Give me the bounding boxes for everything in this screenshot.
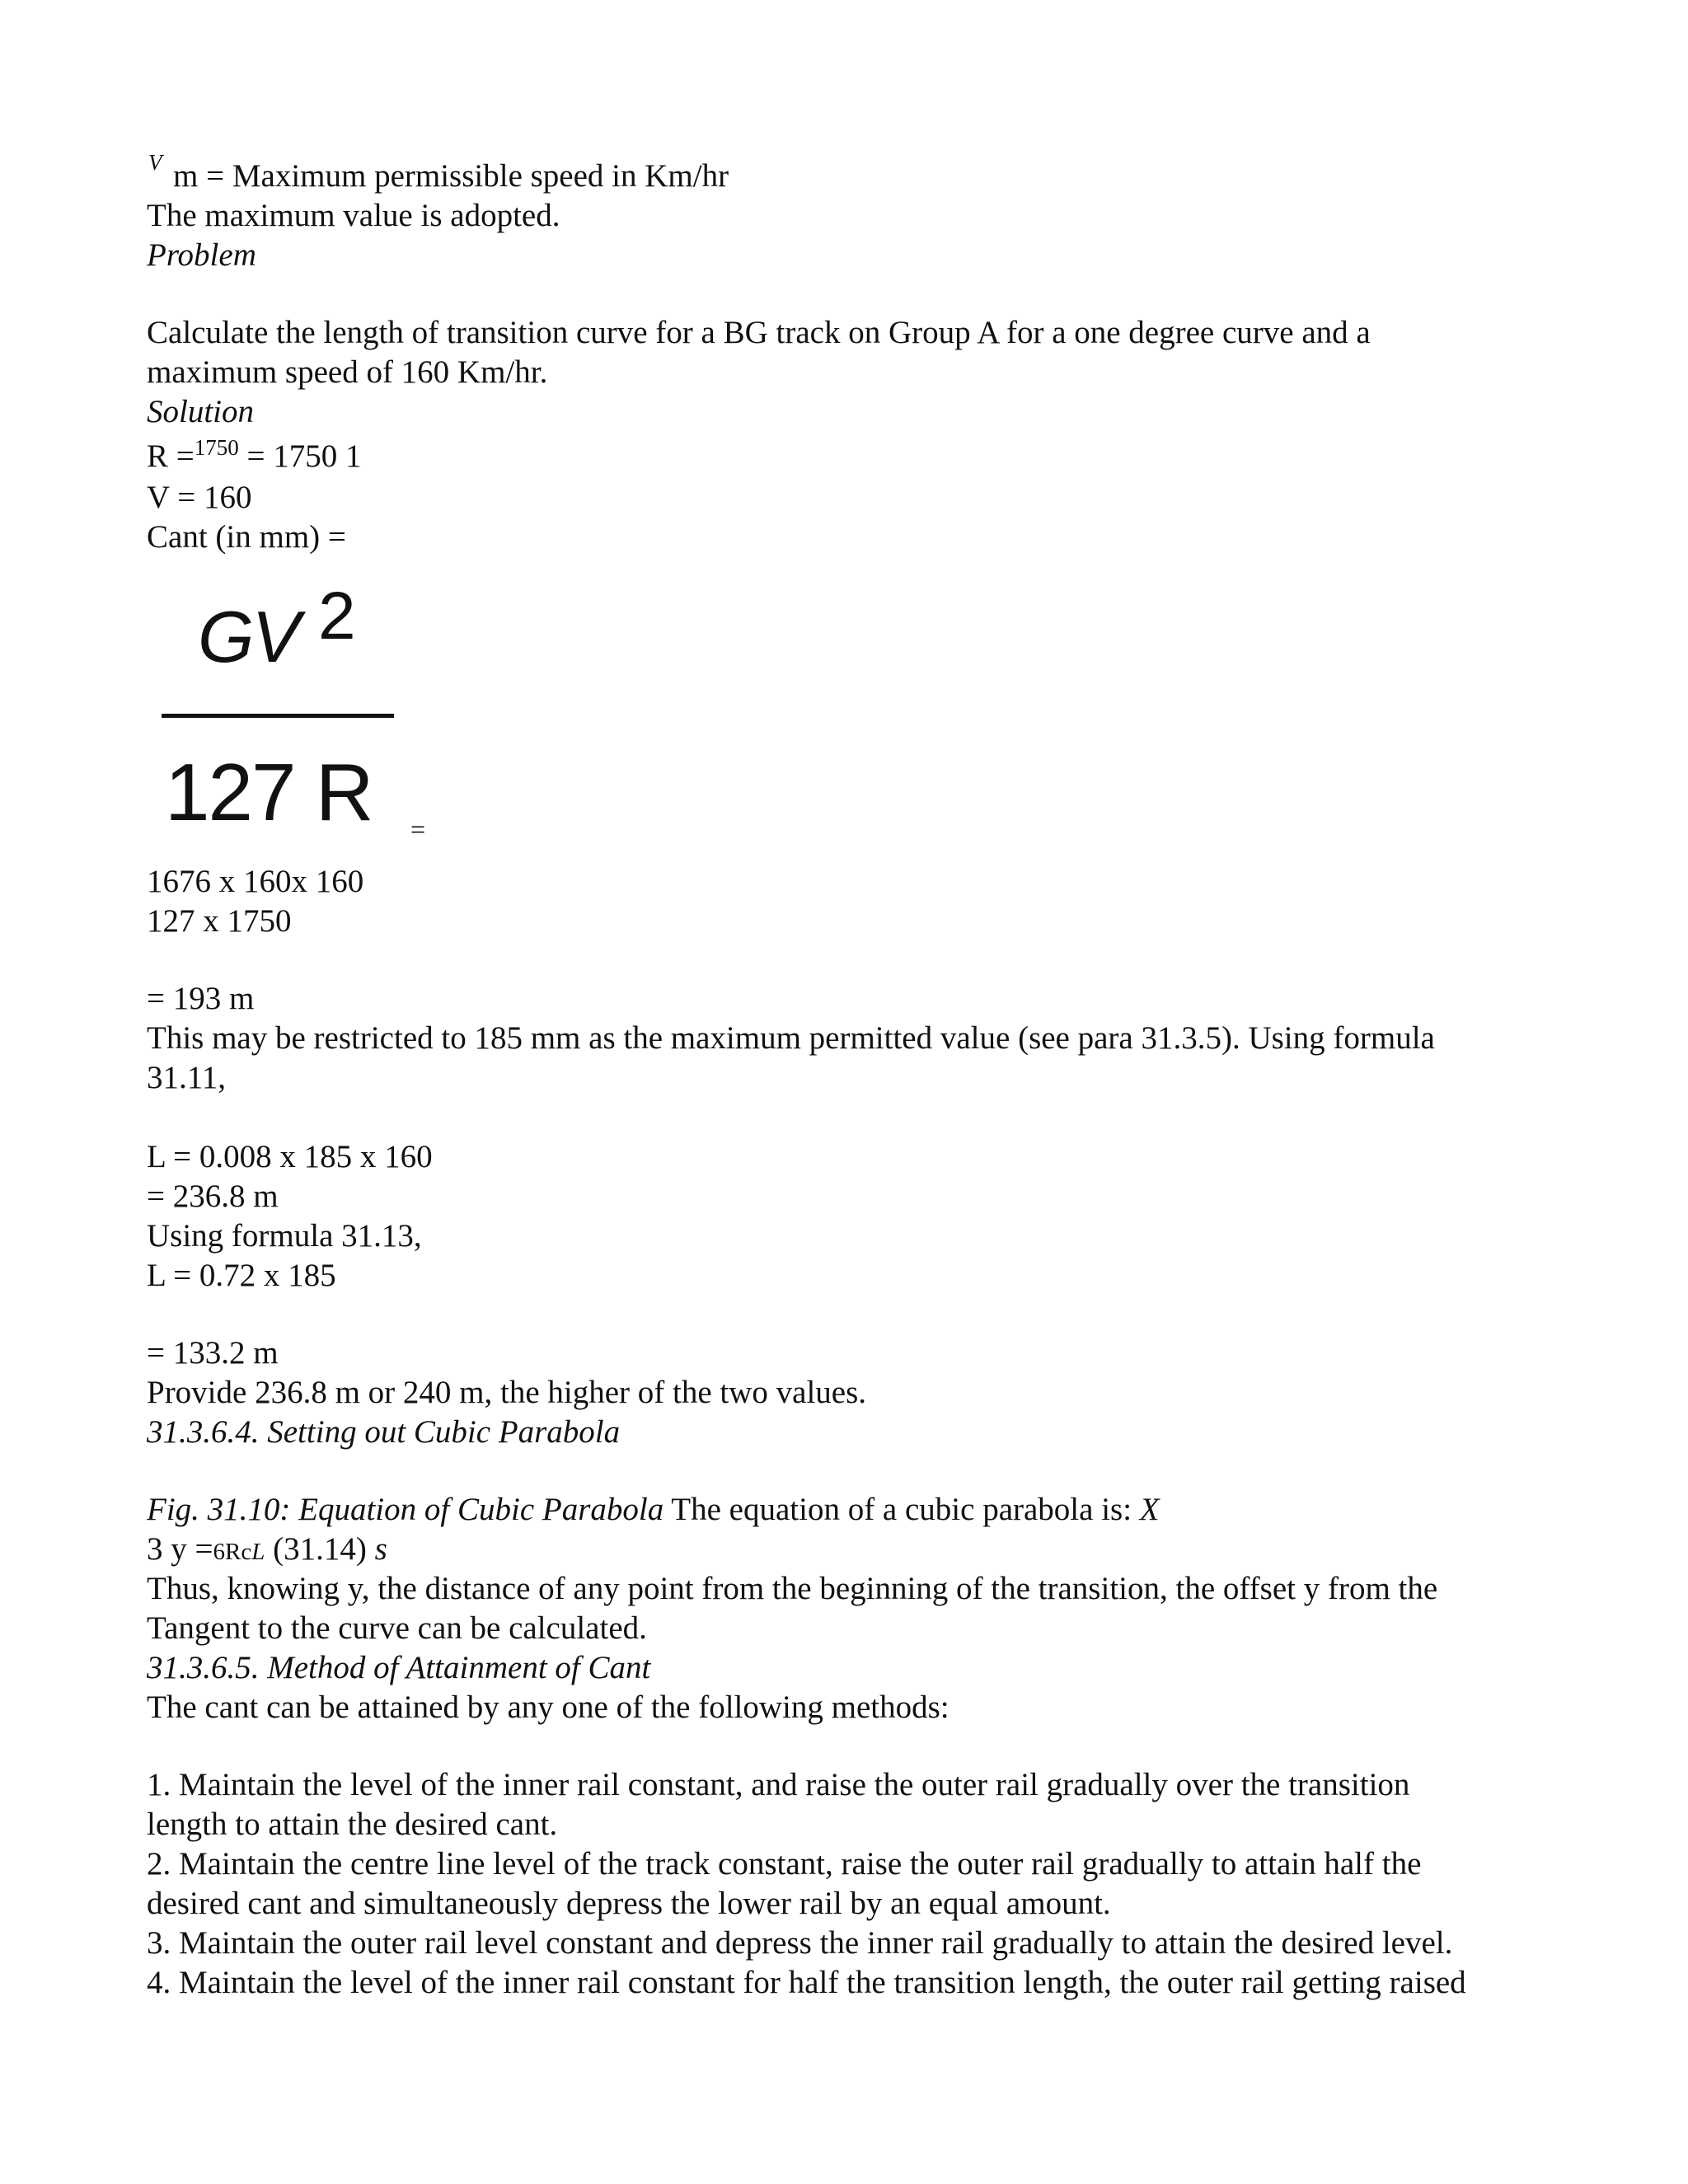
cubic-parabola-intro: The equation of a cubic parabola is: [663, 1492, 1140, 1527]
equation-denominator: 6Rc [213, 1539, 252, 1565]
section-31365-heading: 31.3.6.5. Method of Attainment of Cant [147, 1650, 651, 1685]
cant-result: = 193 m [147, 981, 255, 1016]
method-1-line-1: 1. Maintain the level of the inner rail constant, and raise the outer rail gradually over the transition [147, 1767, 1410, 1802]
formula-numerator: GV [198, 596, 298, 677]
cant-methods-intro: The cant can be attained by any one of the following methods: [147, 1690, 950, 1725]
figure-caption-line [147, 1490, 1160, 1530]
restriction-line-1: This may be restricted to 185 mm as the maximum permitted value (see para 31.3.5). Using formula [147, 1020, 1435, 1056]
solution-heading: Solution [147, 394, 255, 429]
max-value-adopted: The maximum value is adopted. [147, 198, 560, 233]
velocity-line: V = 160 [147, 480, 252, 515]
offset-text-line-2: Tangent to the curve can be calculated. [147, 1610, 647, 1646]
method-2-line-1: 2. Maintain the centre line level of the track constant, raise the outer rail gradually to attain half the [147, 1846, 1422, 1882]
length-formula-2: L = 0.72 x 185 [147, 1258, 336, 1293]
length-formula-1: L = 0.008 x 185 x 160 [147, 1139, 433, 1174]
formula-equals: = [410, 814, 426, 844]
figure-caption: Fig. 31.10: Equation of Cubic Parabola [147, 1492, 664, 1527]
formula-exponent: 2 [318, 579, 356, 654]
formula-fraction-bar [162, 714, 394, 718]
radius-result: = 1750 1 [246, 438, 362, 474]
equation-l: L [251, 1539, 265, 1565]
method-1-line-2: length to attain the desired cant. [147, 1807, 558, 1842]
vm-definition: m = Maximum permissible speed in Km/hr [173, 158, 729, 194]
method-4: 4. Maintain the level of the inner rail constant for half the transition length, the outer rail getting raised [147, 1965, 1466, 2000]
length-result-2: = 133.2 m [147, 1335, 279, 1371]
cant-denominator: 127 x 1750 [147, 903, 292, 939]
problem-heading: Problem [147, 237, 256, 273]
radius-line [147, 437, 362, 476]
length-result-1: = 236.8 m [147, 1179, 279, 1214]
equation-s: s [374, 1531, 387, 1567]
offset-text-line-1: Thus, knowing y, the distance of any point from the beginning of the transition, the offset y from the [147, 1571, 1438, 1606]
cant-formula-image [157, 579, 429, 872]
cubic-parabola-equation [147, 1530, 387, 1572]
vm-symbol-v: V [148, 150, 162, 175]
method-2-line-2: desired cant and simultaneously depress the lower rail by an equal amount. [147, 1886, 1111, 1921]
section-31364-heading: 31.3.6.4. Setting out Cubic Parabola [147, 1414, 621, 1450]
equation-lead: 3 y = [147, 1531, 213, 1567]
method-3: 3. Maintain the outer rail level constant and depress the inner rail gradually to attain the desired level. [147, 1925, 1453, 1961]
provide-line: Provide 236.8 m or 240 m, the higher of the two values. [147, 1375, 867, 1410]
formula-denominator: 127 R [165, 747, 373, 837]
cant-line: Cant (in mm) = [147, 519, 346, 555]
radius-lead: R = [147, 438, 195, 474]
equation-variable-x: X [1139, 1492, 1160, 1527]
radius-superscript: 1750 [194, 435, 239, 460]
equation-number: (31.14) [265, 1531, 375, 1567]
using-formula-3113: Using formula 31.13, [147, 1218, 422, 1254]
cant-numerator: 1676 x 160x 160 [147, 864, 364, 899]
problem-text-line-2: maximum speed of 160 Km/hr. [147, 354, 548, 390]
restriction-line-2: 31.11, [147, 1060, 227, 1095]
problem-text-line-1: Calculate the length of transition curve for a BG track on Group A for a one degree curve and a [147, 315, 1371, 350]
